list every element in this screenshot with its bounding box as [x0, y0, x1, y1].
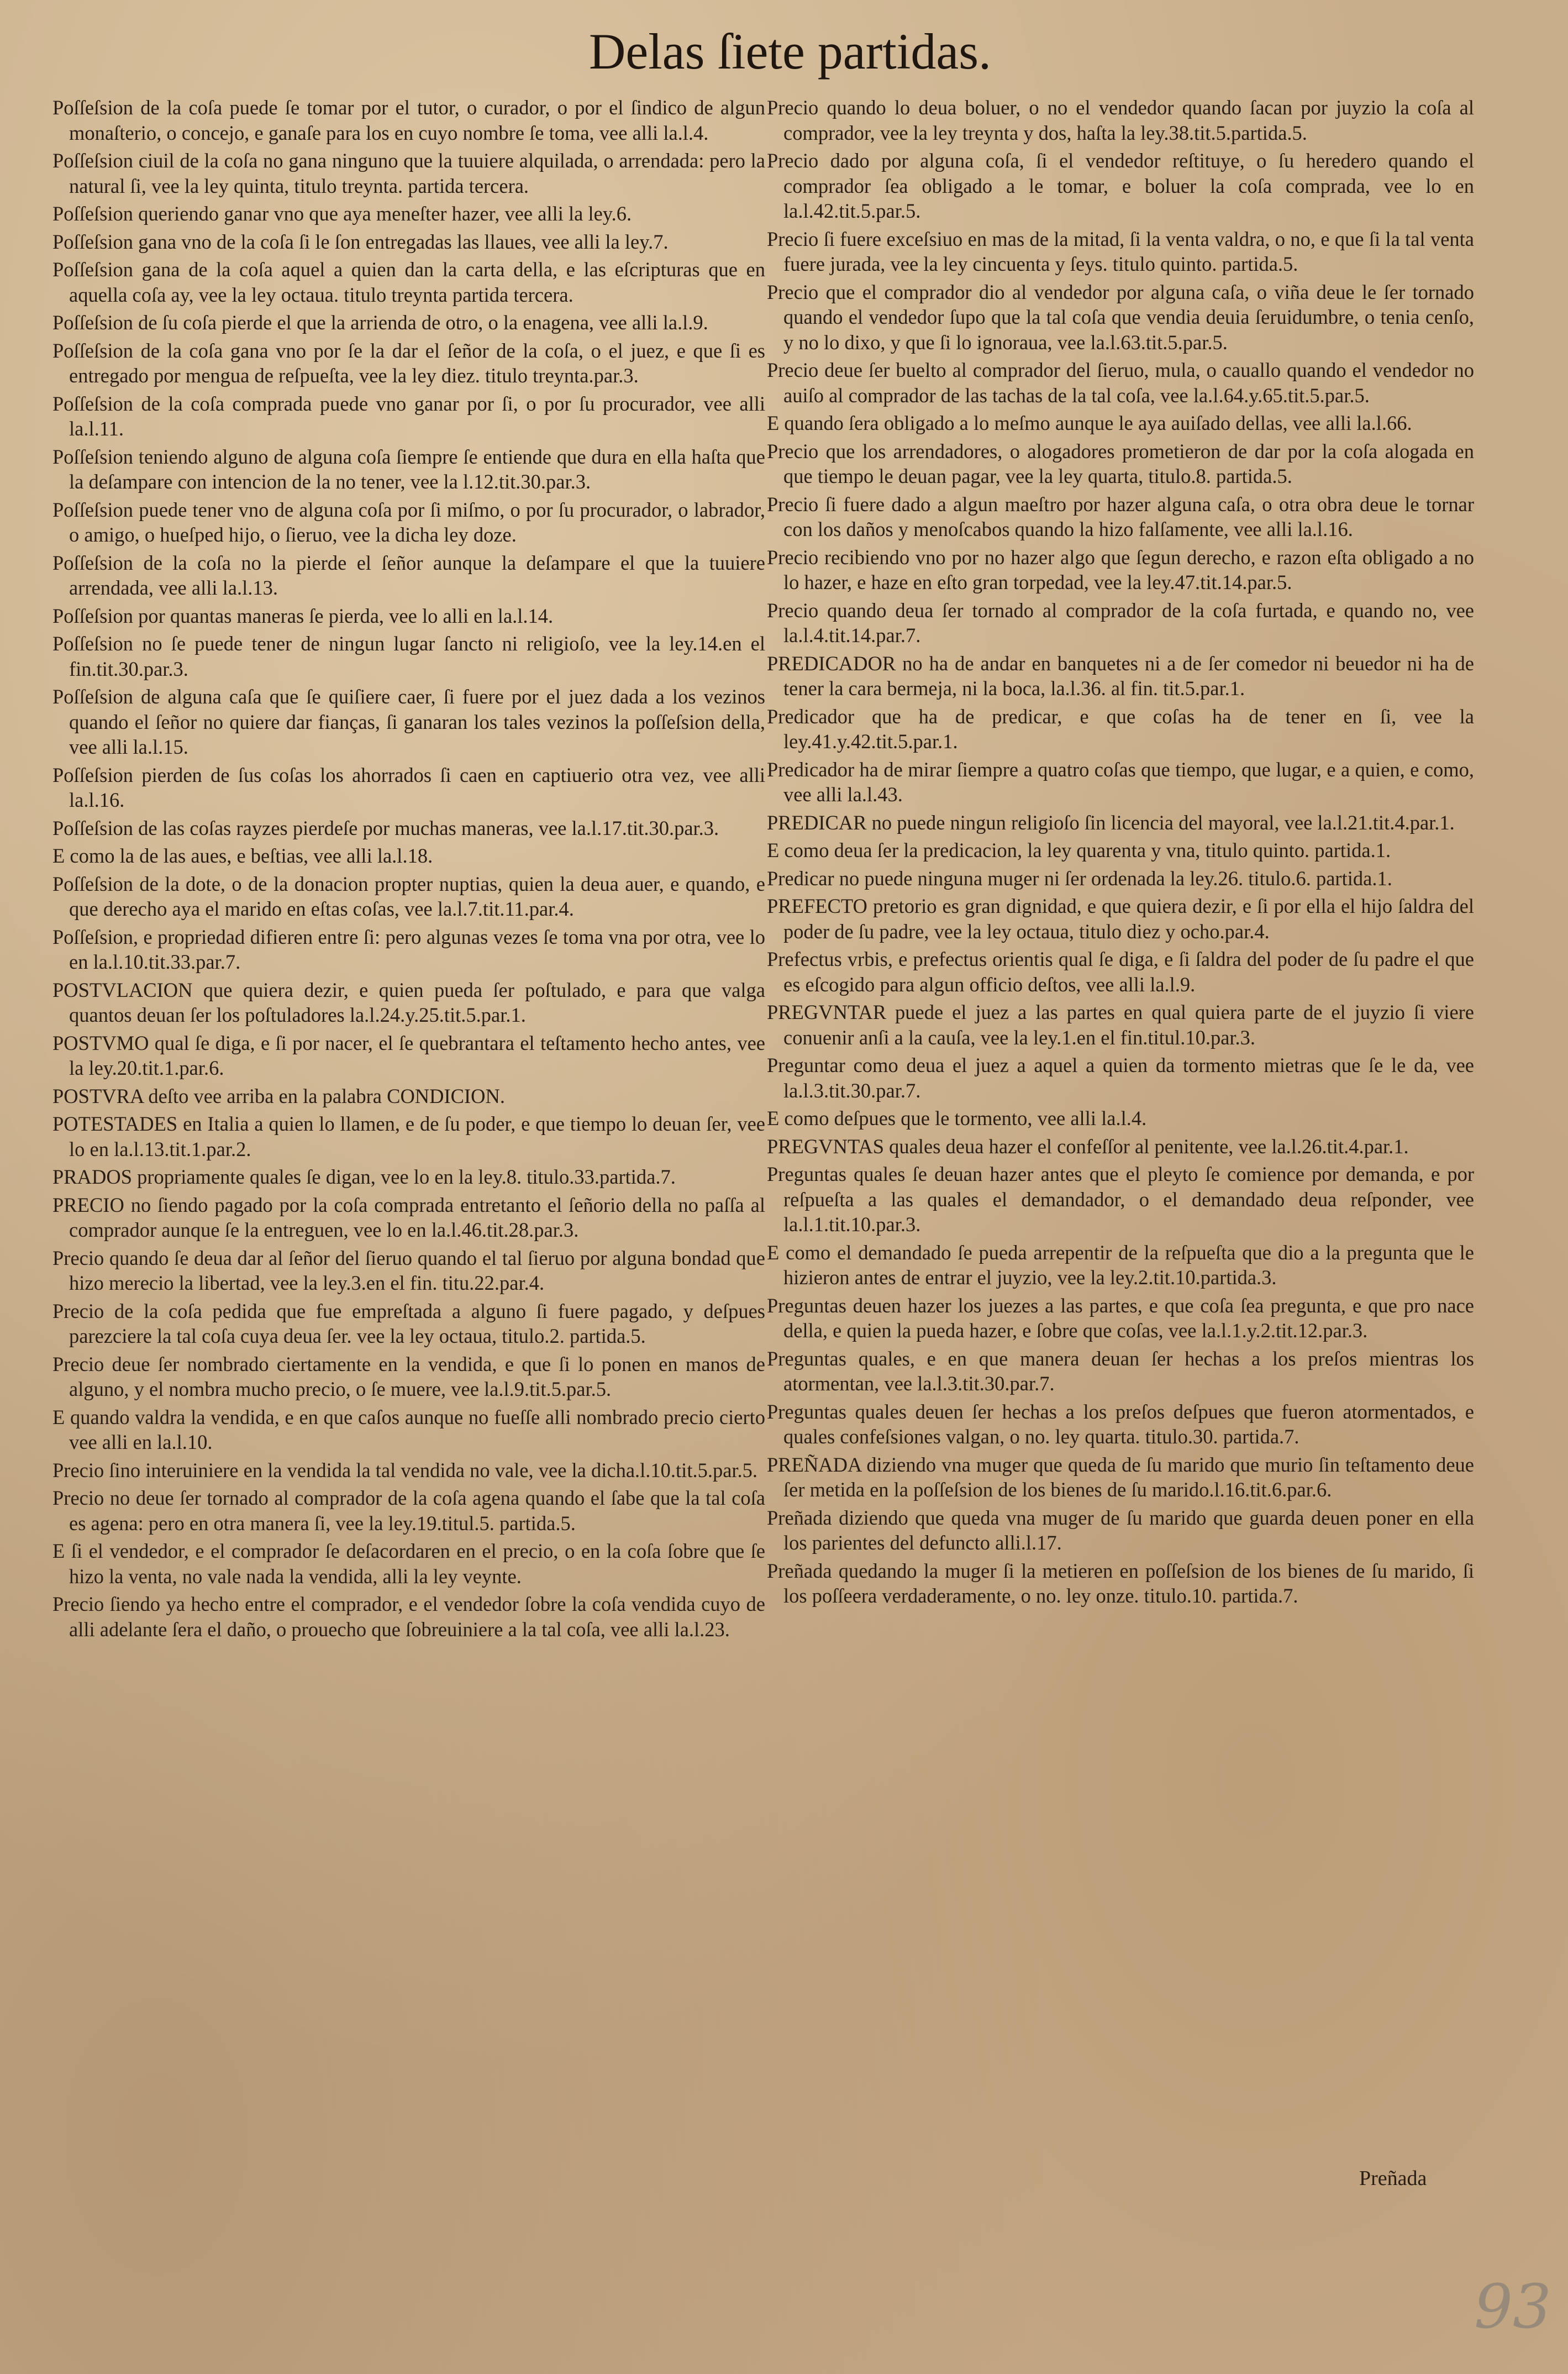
index-entry: E como deſpues que le tormento, vee alli la.l.4.: [767, 1107, 1147, 1130]
index-entry: Precio dado por alguna coſa, ſi el vendedor reſtituye, o ſu heredero quando el comprador ſea obligado a le tomar, e boluer la coſa comprada, vee lo en la.l.42.tit.5.par.5.: [767, 149, 1474, 222]
left-column: [52, 95, 765, 1645]
index-entry: Poſſeſsion gana vno de la coſa ſi le ſon entregadas las llaues, vee alli la ley.7.: [52, 230, 669, 253]
index-entry: Poſſeſsion de la coſa no la pierde el ſeñor aunque la deſampare el que la tuuiere arrendada, vee alli la.l.13.: [52, 551, 765, 599]
index-entry: E como deua ſer la predicacion, la ley quarenta y vna, titulo quinto. partida.1.: [767, 839, 1391, 862]
index-entry: Preñada diziendo que queda vna muger de ſu marido que guarda deuen poner en ella los parientes del defuncto alli.l.17.: [767, 1506, 1474, 1554]
index-entry: PREDICAR no puede ningun religioſo ſin licencia del mayoral, vee la.l.21.tit.4.par.1.: [767, 811, 1455, 834]
index-entry: E quando valdra la vendida, e en que caſos aunque no fueſſe alli nombrado precio cierto vee alli en la.l.10.: [52, 1405, 765, 1453]
index-entry: Poſſeſsion de las coſas rayzes pierdeſe por muchas maneras, vee la.l.17.tit.30.par.3.: [52, 816, 719, 839]
index-entry: Poſſeſsion teniendo alguno de alguna coſa ſiempre ſe entiende que dura en ella haſta que la deſampare con intencion de la no tener, vee la l.12.tit.30.par.3.: [52, 445, 765, 493]
index-entry: Preguntas quales deuen ſer hechas a los preſos deſpues que fueron atormentados, e quales confeſsiones valgan, o no. ley quarta. titulo.30. partida.7.: [767, 1400, 1474, 1448]
index-entry: Poſſeſsion de la dote, o de la donacion propter nuptias, quien la deua auer, e quando, e que derecho aya el marido en eſtas coſas, vee la.l.7.tit.11.par.4.: [52, 872, 765, 920]
index-entry: Precio ſino interuiniere en la vendida la tal vendida no vale, vee la dicha.l.10.tit.5.par.5.: [52, 1458, 758, 1482]
index-entry: Precio recibiendo vno por no hazer algo que ſegun derecho, e razon eſta obligado a no lo hazer, e haze en eſto gran torpedad, vee la ley.47.tit.14.par.5.: [767, 545, 1474, 594]
index-entry: POSTVLACION que quiera dezir, e quien pueda ſer poſtulado, e para que valga quantos deuan ſer los poſtuladores la.l.24.y.25.tit.5.par.1.: [52, 978, 765, 1026]
index-entry: Poſſeſsion no ſe puede tener de ningun lugar ſancto ni religioſo, vee la ley.14.en el fin.tit.30.par.3.: [52, 632, 765, 680]
index-entry: Preguntas quales ſe deuan hazer antes que el pleyto ſe comience por demanda, e por reſpueſta a las quales el demandador, o el demandado deua reſponder, vee la.l.1.tit.10.par.3.: [767, 1163, 1474, 1236]
index-entry: PREFECTO pretorio es gran dignidad, e que quiera dezir, e ſi por ella el hijo ſaldra del poder de ſu padre, vee la ley octaua, titulo diez y ocho.par.4.: [767, 895, 1474, 943]
index-entry: Poſſeſsion, e propriedad difieren entre ſi: pero algunas vezes ſe toma vna por otra, vee lo en la.l.10.tit.33.par.7.: [52, 925, 765, 973]
index-entry: E ſi el vendedor, e el comprador ſe deſacordaren en el precio, o en la coſa ſobre que ſe hizo la venta, no vale nada la vendida, alli la ley veynte.: [52, 1540, 765, 1588]
index-entry: Prefectus vrbis, e prefectus orientis qual ſe diga, e ſi ſaldra del poder de ſu padre el que es eſcogido para algun officio deſtos, vee alli la.l.9.: [767, 948, 1474, 996]
page-title: Delas ſiete partidas.: [588, 23, 992, 80]
index-entry: Poſſeſsion queriendo ganar vno que aya meneſter hazer, vee alli la ley.6.: [52, 202, 632, 225]
index-entry: PREDICADOR no ha de andar en banquetes ni a de ſer comedor ni beuedor ni ha de tener la cara bermeja, ni la boca, la.l.36. al fin. tit.5.par.1.: [767, 652, 1474, 700]
index-entry: Preguntas deuen hazer los juezes a las partes, e que coſa ſea pregunta, e que pro nace della, e quien la pueda hazer, e ſobre que coſas, vee la.l.1.y.2.tit.12.par.3.: [767, 1294, 1474, 1342]
index-entry: PREGVNTAS quales deua hazer el confeſſor al penitente, vee la.l.26.tit.4.par.1.: [767, 1135, 1409, 1158]
index-entry: Poſſeſsion de ſu coſa pierde el que la arrienda de otro, o la enagena, vee alli la.l.9.: [52, 311, 708, 334]
index-entry: Poſſeſsion pierden de ſus coſas los ahorrados ſi caen en captiuerio otra vez, vee alli la.l.16.: [52, 763, 765, 811]
folio-number: 93: [1474, 2271, 1551, 2342]
index-entry: Precio ſi fuere dado a algun maeſtro por hazer alguna caſa, o otra obra deue le tornar con los daños y menoſcabos quando la hizo falſamente, vee alli la.l.16.: [767, 492, 1474, 540]
index-entry: Precio no deue ſer tornado al comprador de la coſa agena quando el ſabe que la tal coſa es agena: pero en otra manera ſi, vee la ley.19.titul.5. partida.5.: [52, 1487, 765, 1535]
index-entry: Preguntas quales, e en que manera deuan ſer hechas a los preſos mientras los atormentan, vee la.l.3.tit.30.par.7.: [767, 1347, 1474, 1395]
index-entry: Poſſeſsion ciuil de la coſa no gana ninguno que la tuuiere alquilada, o arrendada: pero la natural ſi, vee la ley quinta, titulo treynta. partida tercera.: [52, 149, 765, 197]
index-entry: PREÑADA diziendo vna muger que queda de ſu marido que murio ſin teſtamento deue ſer metida en la poſſeſsion de los bienes de ſu marido.l.16.tit.6.par.6.: [767, 1453, 1474, 1501]
index-entry: Poſſeſsion de la coſa comprada puede vno ganar por ſi, o por ſu procurador, vee alli la.l.11.: [52, 392, 765, 440]
index-entry: Precio que el comprador dio al vendedor por alguna caſa, o viña deue le ſer tornado quando el vendedor ſupo que la tal coſa que vendia deuia ſeruidumbre, o tenia cenſo, y no lo dixo, y que ſi lo ignoraua, vee la.l.63.tit.5.par.5.: [767, 280, 1474, 354]
index-entry: E quando ſera obligado a lo meſmo aunque le aya auiſado dellas, vee alli la.l.66.: [767, 412, 1412, 434]
index-entry: Predicador ha de mirar ſiempre a quatro coſas que tiempo, que lugar, e a quien, e como, vee alli la.l.43.: [767, 758, 1474, 806]
index-entry: Precio que los arrendadores, o alogadores prometieron de dar por la coſa alogada en que tiempo le deuan pagar, vee la ley quarta, titulo.8. partida.5.: [767, 439, 1474, 487]
index-entry: POTESTADES en Italia a quien lo llamen, e de ſu poder, e que tiempo lo deuan ſer, vee lo en la.l.13.tit.1.par.2.: [52, 1112, 765, 1160]
index-entry: Poſſeſsion de la coſa gana vno por ſe la dar el ſeñor de la coſa, o el juez, e que ſi es entregado por mengua de reſpueſta, vee la ley diez. titulo treynta.par.3.: [52, 339, 765, 387]
index-entry: Precio ſi fuere exceſsiuo en mas de la mitad, ſi la venta valdra, o no, e que ſi la tal venta fuere jurada, vee la ley cincuenta y ſeys. titulo quinto. partida.5.: [767, 227, 1474, 275]
index-entry: Precio quando deua ſer tornado al comprador de la coſa furtada, e quando no, vee la.l.4.tit.14.par.7.: [767, 598, 1474, 647]
index-entry: Preguntar como deua el juez a aquel a quien da tormento mietras que ſe le da, vee la.l.3.tit.30.par.7.: [767, 1054, 1474, 1102]
index-entry: Predicar no puede ninguna muger ni ſer ordenada la ley.26. titulo.6. partida.1.: [767, 866, 1392, 890]
catchword: Preñada: [1359, 2167, 1427, 2190]
index-entry: POSTVRA deſto vee arriba en la palabra CONDICION.: [52, 1084, 506, 1107]
index-entry: Predicador que ha de predicar, e que coſas ha de tener en ſi, vee la ley.41.y.42.tit.5.par.1.: [767, 705, 1474, 753]
index-entry: Precio ſiendo ya hecho entre el comprador, e el vendedor ſobre la coſa vendida cuyo de alli adelante ſera el daño, o prouecho que ſobreuiniere a la tal coſa, vee alli la.l.23.: [52, 1593, 765, 1641]
index-entry: POSTVMO qual ſe diga, e ſi por nacer, el ſe quebrantara el teſtamento hecho antes, vee la ley.20.tit.1.par.6.: [52, 1031, 765, 1079]
index-entry: Precio deue ſer nombrado ciertamente en la vendida, e que ſi lo ponen en manos de alguno, y el nombra mucho precio, o ſe muere, vee la.l.9.tit.5.par.5.: [52, 1352, 765, 1400]
index-entry: Poſſeſsion de la coſa puede ſe tomar por el tutor, o curador, o por el ſindico de algun monaſterio, o concejo, e ganaſe para los en cuyo nombre ſe toma, vee alli la.l.4.: [52, 96, 765, 144]
index-entry: E como la de las aues, e beſtias, vee alli la.l.18.: [52, 844, 433, 867]
index-entry: PRECIO no ſiendo pagado por la coſa comprada entretanto el ſeñorio della no paſſa al comprador aunque ſe la entreguen, vee lo en la.l.46.tit.28.par.3.: [52, 1193, 765, 1241]
index-entry: Poſſeſsion por quantas maneras ſe pierda, vee lo alli en la.l.14.: [52, 604, 554, 627]
index-entry: E como el demandado ſe pueda arrepentir de la reſpueſta que dio a la pregunta que le hizieron antes de entrar el juyzio, vee la ley.2.tit.10.partida.3.: [767, 1241, 1474, 1289]
index-entry: Precio de la coſa pedida que fue empreſtada a alguno ſi fuere pagado, y deſpues parezciere la tal coſa cuya deua ſer. vee la ley octaua, titulo.2. partida.5.: [52, 1299, 765, 1347]
index-entry: Precio quando ſe deua dar al ſeñor del ſieruo quando el tal ſieruo por alguna bondad que hizo merecio la libertad, vee la ley.3.en el fin. titu.22.par.4.: [52, 1246, 765, 1294]
index-entry: Preñada quedando la muger ſi la metieren en poſſeſsion de los bienes de ſu marido, ſi los poſſeera verdaderamente, o no. ley onze. titulo.10. partida.7.: [767, 1559, 1474, 1607]
index-entry: Precio deue ſer buelto al comprador del ſieruo, mula, o cauallo quando el vendedor no auiſo al comprador de las tachas de la tal coſa, vee la.l.64.y.65.tit.5.par.5.: [767, 359, 1474, 407]
index-entry: Poſſeſsion de alguna caſa que ſe quiſiere caer, ſi fuere por el juez dada a los vezinos quando el ſeñor no quiere dar fianças, ſi ganaran los tales vezinos la poſſeſsion della, vee alli la.l.15.: [52, 685, 765, 758]
index-entry: Poſſeſsion gana de la coſa aquel a quien dan la carta della, e las eſcripturas que en aquella coſa ay, vee la ley octaua. titulo treynta partida tercera.: [52, 258, 765, 306]
right-column: [767, 95, 1474, 1611]
index-entry: Precio quando lo deua boluer, o no el vendedor quando ſacan por juyzio la coſa al comprador, vee la ley treynta y dos, haſta la ley.38.tit.5.partida.5.: [767, 96, 1474, 144]
index-entry: PREGVNTAR puede el juez a las partes en qual quiera parte de el juyzio ſi viere conuenir anſi a la cauſa, vee la ley.1.en el fin.titul.10.par.3.: [767, 1001, 1474, 1049]
index-entry: PRADOS propriamente quales ſe digan, vee lo en la ley.8. titulo.33.partida.7.: [52, 1165, 676, 1188]
index-entry: Poſſeſsion puede tener vno de alguna coſa por ſi miſmo, o por ſu procurador, o labrador, o amigo, o hueſped hijo, o ſieruo, vee la dicha ley doze.: [52, 498, 765, 546]
